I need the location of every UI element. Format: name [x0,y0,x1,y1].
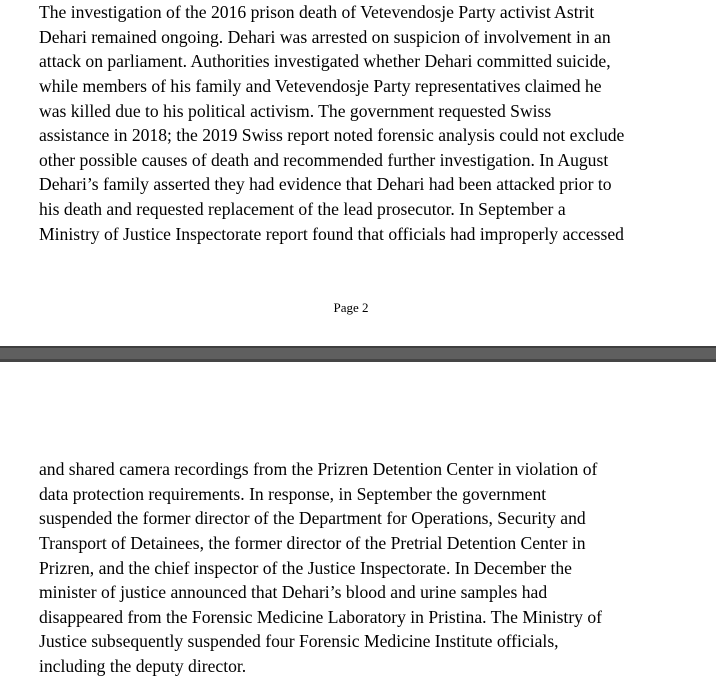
text-line: Transport of Detainees, the former director of the Pretrial Detention Center in [39,533,586,553]
text-line: minister of justice announced that Dehari’s blood and urine samples had [39,582,548,602]
text-line: Dehari’s family asserted they had evidence that Dehari had been attacked prior to [39,174,612,194]
text-line: other possible causes of death and recommended further investigation. In August [39,150,609,170]
text-line: his death and requested replacement of the lead prosecutor. In September a [39,199,566,219]
text-line: suspended the former director of the Department for Operations, Security and [39,508,586,528]
text-line: Ministry of Justice Inspectorate report found that officials had improperly accessed [39,224,624,244]
text-line: assistance in 2018; the 2019 Swiss report noted forensic analysis could not exclude [39,125,625,145]
document-page-bottom [0,362,716,689]
text-line: Justice subsequently suspended four Forensic Medicine Institute officials, [39,631,559,651]
text-line: The investigation of the 2016 prison death of Vetevendosje Party activist Astrit [39,2,595,22]
page-number: Page 2 [333,300,369,315]
text-line: attack on parliament. Authorities investigated whether Dehari committed suicide, [39,51,611,71]
page-separator [0,346,716,362]
text-line: data protection requirements. In response, in September the government [39,484,547,504]
text-line: and shared camera recordings from the Prizren Detention Center in violation of [39,459,598,479]
text-line: disappeared from the Forensic Medicine Laboratory in Pristina. The Ministry of [39,607,603,627]
text-line: Prizren, and the chief inspector of the Justice Inspectorate. In December the [39,558,572,578]
text-line: was killed due to his political activism. The government requested Swiss [39,101,552,121]
text-line: including the deputy director. [39,656,247,676]
text-line: while members of his family and Vetevendosje Party representatives claimed he [39,76,602,96]
text-line: Dehari remained ongoing. Dehari was arrested on suspicion of involvement in an [39,27,611,47]
